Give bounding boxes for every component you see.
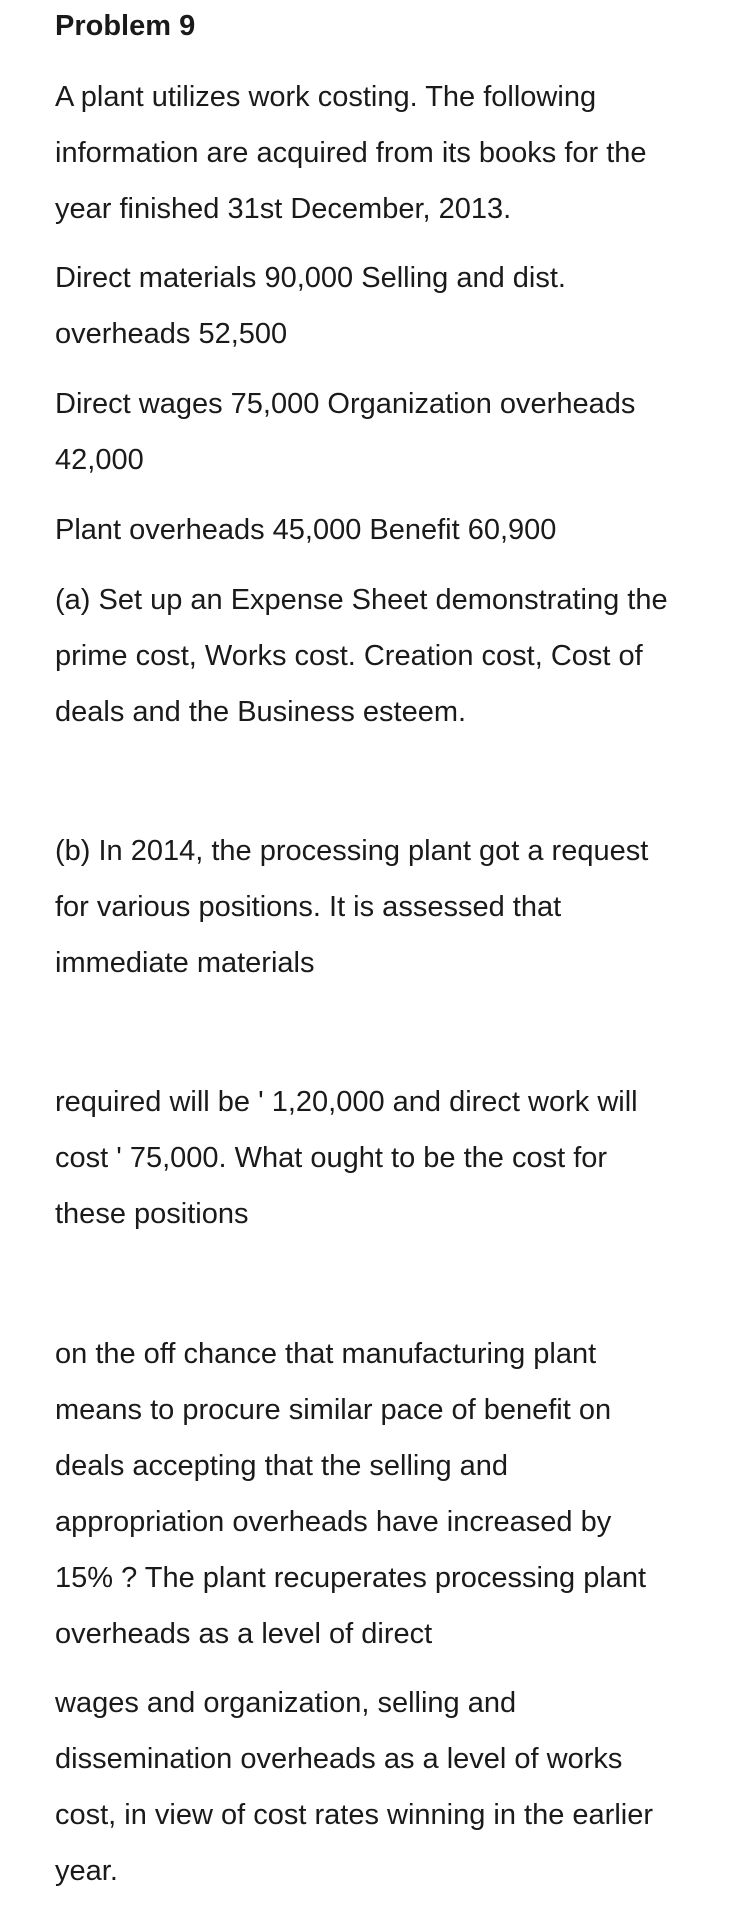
intro-paragraph	[55, 69, 735, 237]
text-line: for various positions. It is assessed that	[55, 891, 562, 923]
text-line: (a) Set up an Expense Sheet demonstrating the	[55, 584, 668, 616]
part-a-paragraph	[55, 572, 735, 740]
direct-wages-paragraph	[55, 376, 735, 488]
text-line: required will be ' 1,20,000 and direct work will	[55, 1086, 638, 1118]
text-line: A plant utilizes work costing. The following	[55, 81, 597, 113]
text-line: 42,000	[55, 444, 144, 476]
text-line: immediate materials	[55, 947, 315, 979]
text-line: 15% ? The plant recuperates processing plant	[55, 1562, 647, 1594]
text-line: these positions	[55, 1198, 249, 1230]
text-line: overheads as a level of direct	[55, 1618, 433, 1650]
text-line: dissemination overheads as a level of works	[55, 1743, 623, 1775]
requirement-paragraph	[55, 1074, 735, 1242]
text-line: cost ' 75,000. What ought to be the cost for	[55, 1142, 608, 1174]
direct-materials-paragraph	[55, 250, 735, 362]
text-line: information are acquired from its books for the	[55, 137, 647, 169]
text-line: deals and the Business esteem.	[55, 696, 467, 728]
problem-title: Problem 9	[55, 10, 196, 42]
text-line: wages and organization, selling and	[55, 1687, 517, 1719]
text-line: Direct materials 90,000 Selling and dist.	[55, 262, 566, 294]
text-line: overheads 52,500	[55, 318, 288, 350]
text-line: year finished 31st December, 2013.	[55, 193, 512, 225]
overhead-recovery-paragraph	[55, 1675, 735, 1899]
text-line: appropriation overheads have increased by	[55, 1506, 612, 1538]
benefit-rate-paragraph	[55, 1326, 735, 1662]
text-line: means to procure similar pace of benefit on	[55, 1394, 612, 1426]
text-line: (b) In 2014, the processing plant got a request	[55, 835, 649, 867]
text-line: cost, in view of cost rates winning in the earlier	[55, 1799, 653, 1831]
text-line: on the off chance that manufacturing plant	[55, 1338, 597, 1370]
text-line: Direct wages 75,000 Organization overheads	[55, 388, 636, 420]
text-line: prime cost, Works cost. Creation cost, Cost of	[55, 640, 643, 672]
text-line: Plant overheads 45,000 Benefit 60,900	[55, 514, 557, 546]
text-line: year.	[55, 1855, 118, 1887]
part-b-paragraph	[55, 823, 735, 991]
text-line: deals accepting that the selling and	[55, 1450, 509, 1482]
plant-overheads-paragraph	[55, 502, 735, 558]
